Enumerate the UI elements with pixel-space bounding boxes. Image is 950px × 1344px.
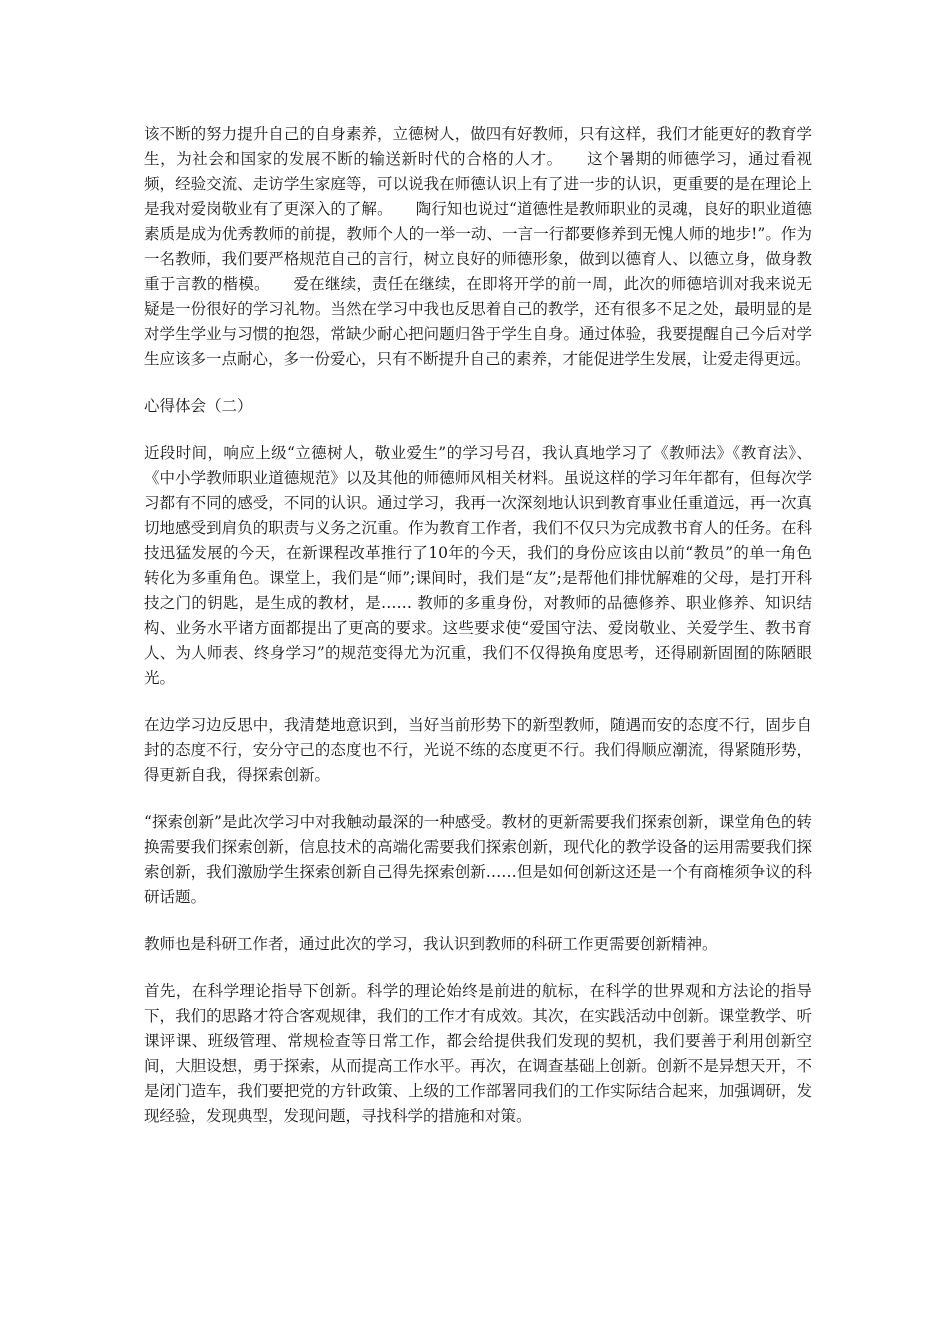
paragraph-intro: 近段时间，响应上级“立德树人，敬业爱生”的学习号召，我认真地学习了《教师法》《教育法》、《中小学教师职业道德规范》以及其他的师德师风相关材料。虽说这样的学习年年都有，但每次学习都有不同的感受，不同的认识。通过学习，我再一次深刻地认识到教育事业任重道远，再一次真切地感受到肩负的职责与义务之沉重。作为教育工作者，我们不仅只为完成教书育人的任务。在科技迅猛发展的今天，在新课程改革推行了10年的今天，我们的身份应该由以前“教员”的单一角色转化为多重角色。课堂上，我们是“师”;课间时，我们是“友”;是帮他们排忧解难的父母，是打开科技之门的钥匙，是生成的教材，是…… 教师的多重身份，对教师的品德修养、职业修养、知识结构、业务水平诸方面都提出了更高的要求。这些要求使“爱国守法、爱岗敬业、关爱学生、教书育人、为人师表、终身学习”的规范变得尤为沉重，我们不仅得换角度思考，还得刷新固囿的陈陋眼光。: [144, 444, 812, 687]
paragraph-continuation: 该不断的努力提升自己的自身素养，立德树人，做四有好教师，只有这样，我们才能更好的教育学生，为社会和国家的发展不断的输送新时代的合格的人才。 这个暑期的师德学习，通过看视频，经验交流、走访学生家庭等，可以说我在师德认识上有了进一步的认识，更重要的是在理论上是我对爱岗敬业有了更深入的了解。 陶行知也说过“道德性是教师职业的灵魂，良好的职业道德素质是成为优秀教师的前提，教师个人的一举一动、一言一行都要修养到无愧人师的地步!”。作为一名教师，我们要严格规范自己的言行，树立良好的师德形象，做到以德育人、以德立身，做身教重于言教的楷模。 爱在继续，责任在继续，在即将开学的前一周，此次的师德培训对我来说无疑是一份很好的学习礼物。当然在学习中我也反思着自己的教学，还有很多不足之处，最明显的是对学生学业与习惯的抱怨，常缺少耐心把问题归咎于学生自身。通过体验，我要提醒自己今后对学生应该多一点耐心，多一份爱心，只有不断提升自己的素养，才能促进学生发展，让爱走得更远。: [144, 125, 812, 368]
paragraph-reflection: 在边学习边反思中，我清楚地意识到，当好当前形势下的新型教师，随遇而安的态度不行，固步自封的态度不行，安分守己的态度也不行，光说不练的态度更不行。我们得顺应潮流，得紧随形势，得更新自我，得探索创新。: [144, 716, 812, 784]
section-heading: 心得体会（二）: [144, 397, 253, 415]
paragraph-innovation: “探索创新”是此次学习中对我触动最深的一种感受。教材的更新需要我们探索创新，课堂角色的转换需要我们探索创新，信息技术的高端化需要我们探索创新，现代化的教学设备的运用需要我们探索创新，我们激励学生探索创新自己得先探索创新……但是如何创新这还是一个有商榷须争议的科研话题。: [144, 813, 812, 906]
document-body: [144, 122, 812, 1151]
paragraph-research: 教师也是科研工作者，通过此次的学习，我认识到教师的科研工作更需要创新精神。: [144, 935, 718, 953]
paragraph-methods: 首先，在科学理论指导下创新。科学的理论始终是前进的航标，在科学的世界观和方法论的指导下，我们的思路才符合客观规律，我们的工作才有成效。其次，在实践活动中创新。课堂教学、听课评课、班级管理、常规检查等日常工作，都会给提供我们发现的契机，我们要善于利用创新空间，大胆设想，勇于探索，从而提高工作水平。再次，在调查基础上创新。创新不是异想天开，不是闭门造车，我们要把党的方针政策、上级的工作部署同我们的工作实际结合起来，加强调研，发现经验，发现典型，发现问题，寻找科学的措施和对策。: [144, 982, 812, 1125]
